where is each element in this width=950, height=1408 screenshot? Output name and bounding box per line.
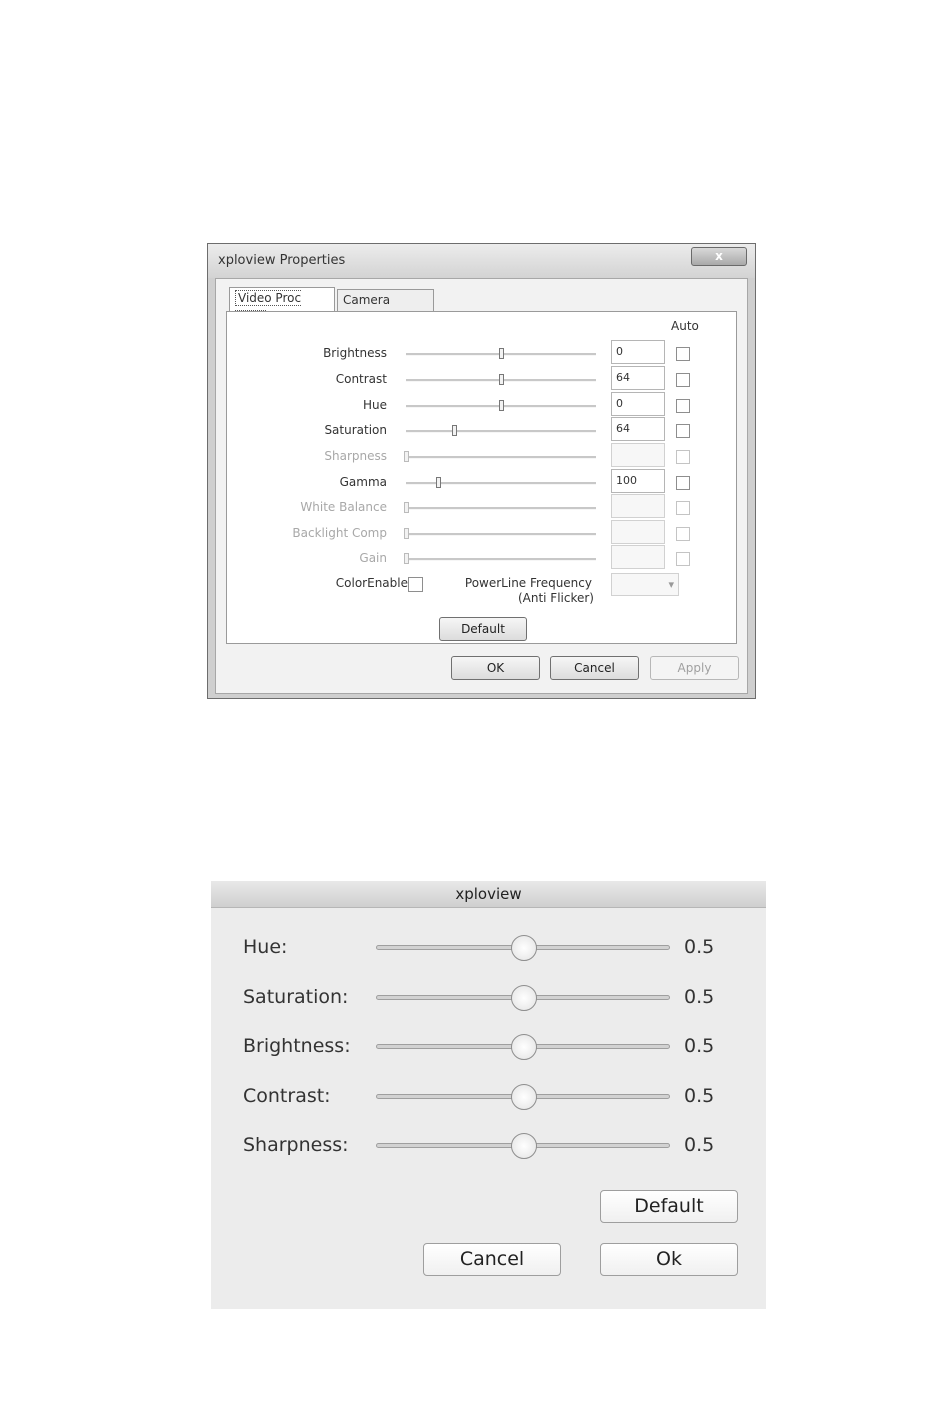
mac-hue-value: 0.5 <box>684 936 715 958</box>
brightness-label: Brightness <box>323 346 387 360</box>
saturation-slider-thumb[interactable] <box>452 425 457 436</box>
gain-value-field <box>611 545 665 569</box>
xploview-mac-dialog <box>211 881 766 1309</box>
window-title: xploview Properties <box>218 253 346 268</box>
mac-saturation-slider[interactable] <box>376 995 670 1000</box>
white-balance-auto-checkbox <box>676 501 690 515</box>
color-enable-checkbox[interactable] <box>408 577 423 592</box>
contrast-slider-thumb[interactable] <box>499 374 504 385</box>
mac-brightness-label: Brightness: <box>243 1035 351 1057</box>
powerline-frequency-sublabel: (Anti Flicker) <box>517 591 594 605</box>
hue-value-field[interactable]: 0 <box>611 392 665 416</box>
mac-window-title: xploview <box>455 885 522 903</box>
gain-slider <box>406 558 596 561</box>
mac-cancel-button[interactable]: Cancel <box>423 1243 561 1276</box>
sharpness-value-field <box>611 443 665 467</box>
mac-saturation-slider-thumb[interactable] <box>511 985 537 1011</box>
mac-sharpness-value: 0.5 <box>684 1134 715 1156</box>
brightness-slider-thumb[interactable] <box>499 348 504 359</box>
mac-saturation-value: 0.5 <box>684 985 715 1008</box>
chevron-down-icon: ▾ <box>668 578 674 591</box>
hue-auto-checkbox[interactable] <box>676 399 690 413</box>
sharpness-auto-checkbox <box>676 450 690 464</box>
gamma-value-field[interactable]: 100 <box>611 469 665 493</box>
gain-slider-thumb <box>404 553 409 564</box>
xploview-properties-dialog <box>207 243 756 699</box>
brightness-auto-checkbox[interactable] <box>676 347 690 361</box>
mac-brightness-slider[interactable] <box>376 1044 670 1049</box>
mac-titlebar[interactable] <box>211 881 766 908</box>
backlight-comp-auto-checkbox <box>676 527 690 541</box>
window-titlebar[interactable] <box>208 244 755 278</box>
default-button[interactable]: Default <box>439 617 527 641</box>
gain-label: Gain <box>359 551 387 565</box>
mac-hue-label: Hue: <box>243 936 288 958</box>
gamma-auto-checkbox[interactable] <box>676 476 690 490</box>
white-balance-label: White Balance <box>300 500 387 514</box>
mac-hue-slider[interactable] <box>376 945 670 950</box>
mac-hue-slider-thumb[interactable] <box>511 935 537 961</box>
mac-contrast-value: 0.5 <box>684 1084 715 1107</box>
saturation-label: Saturation <box>324 423 387 437</box>
powerline-frequency-select[interactable] <box>611 573 679 596</box>
powerline-frequency-label: PowerLine Frequency <box>464 576 592 590</box>
brightness-slider[interactable] <box>406 353 596 356</box>
mac-sharpness-slider[interactable] <box>376 1143 670 1148</box>
saturation-value-field[interactable]: 64 <box>611 417 665 441</box>
hue-label: Hue <box>362 398 387 412</box>
sharpness-label: Sharpness <box>324 449 387 463</box>
apply-button[interactable]: Apply <box>650 656 739 680</box>
sharpness-slider-thumb <box>404 451 409 462</box>
white-balance-value-field <box>611 494 665 518</box>
mac-contrast-slider-thumb[interactable] <box>511 1084 537 1110</box>
white-balance-slider-thumb <box>404 502 409 513</box>
backlight-comp-value-field <box>611 520 665 544</box>
mac-contrast-slider[interactable] <box>376 1094 670 1099</box>
sharpness-slider <box>406 456 596 459</box>
mac-contrast-label: Contrast: <box>243 1084 331 1107</box>
mac-sharpness-slider-thumb[interactable] <box>511 1133 537 1159</box>
gamma-slider[interactable] <box>406 482 596 485</box>
contrast-slider[interactable] <box>406 379 596 382</box>
gamma-slider-thumb[interactable] <box>436 477 441 488</box>
color-enable-label: ColorEnable <box>335 576 408 590</box>
mac-saturation-label: Saturation: <box>243 985 349 1008</box>
auto-column-header: Auto <box>671 319 699 333</box>
brightness-value-field[interactable]: 0 <box>611 340 665 364</box>
backlight-comp-slider <box>406 533 596 536</box>
mac-brightness-value: 0.5 <box>684 1035 715 1057</box>
hue-slider-thumb[interactable] <box>499 400 504 411</box>
tab-video-proc-amp[interactable] <box>229 287 335 311</box>
contrast-label: Contrast <box>335 372 387 386</box>
tab-video-proc-amp-label: Video Proc <box>235 290 301 326</box>
white-balance-slider <box>406 507 596 510</box>
contrast-value-field[interactable]: 64 <box>611 366 665 390</box>
gamma-label: Gamma <box>339 475 387 489</box>
mac-sharpness-label: Sharpness: <box>243 1134 349 1156</box>
cancel-button[interactable]: Cancel <box>550 656 639 680</box>
mac-default-button[interactable]: Default <box>600 1190 738 1223</box>
close-button[interactable]: x <box>691 247 747 266</box>
mac-ok-button[interactable]: Ok <box>600 1243 738 1276</box>
contrast-auto-checkbox[interactable] <box>676 373 690 387</box>
ok-button[interactable]: OK <box>451 656 540 680</box>
backlight-comp-label: Backlight Comp <box>292 526 387 540</box>
saturation-slider[interactable] <box>406 430 596 433</box>
backlight-comp-slider-thumb <box>404 528 409 539</box>
gain-auto-checkbox <box>676 552 690 566</box>
tab-camera-control[interactable]: Camera <box>337 289 434 311</box>
mac-brightness-slider-thumb[interactable] <box>511 1034 537 1060</box>
hue-slider[interactable] <box>406 405 596 408</box>
saturation-auto-checkbox[interactable] <box>676 424 690 438</box>
